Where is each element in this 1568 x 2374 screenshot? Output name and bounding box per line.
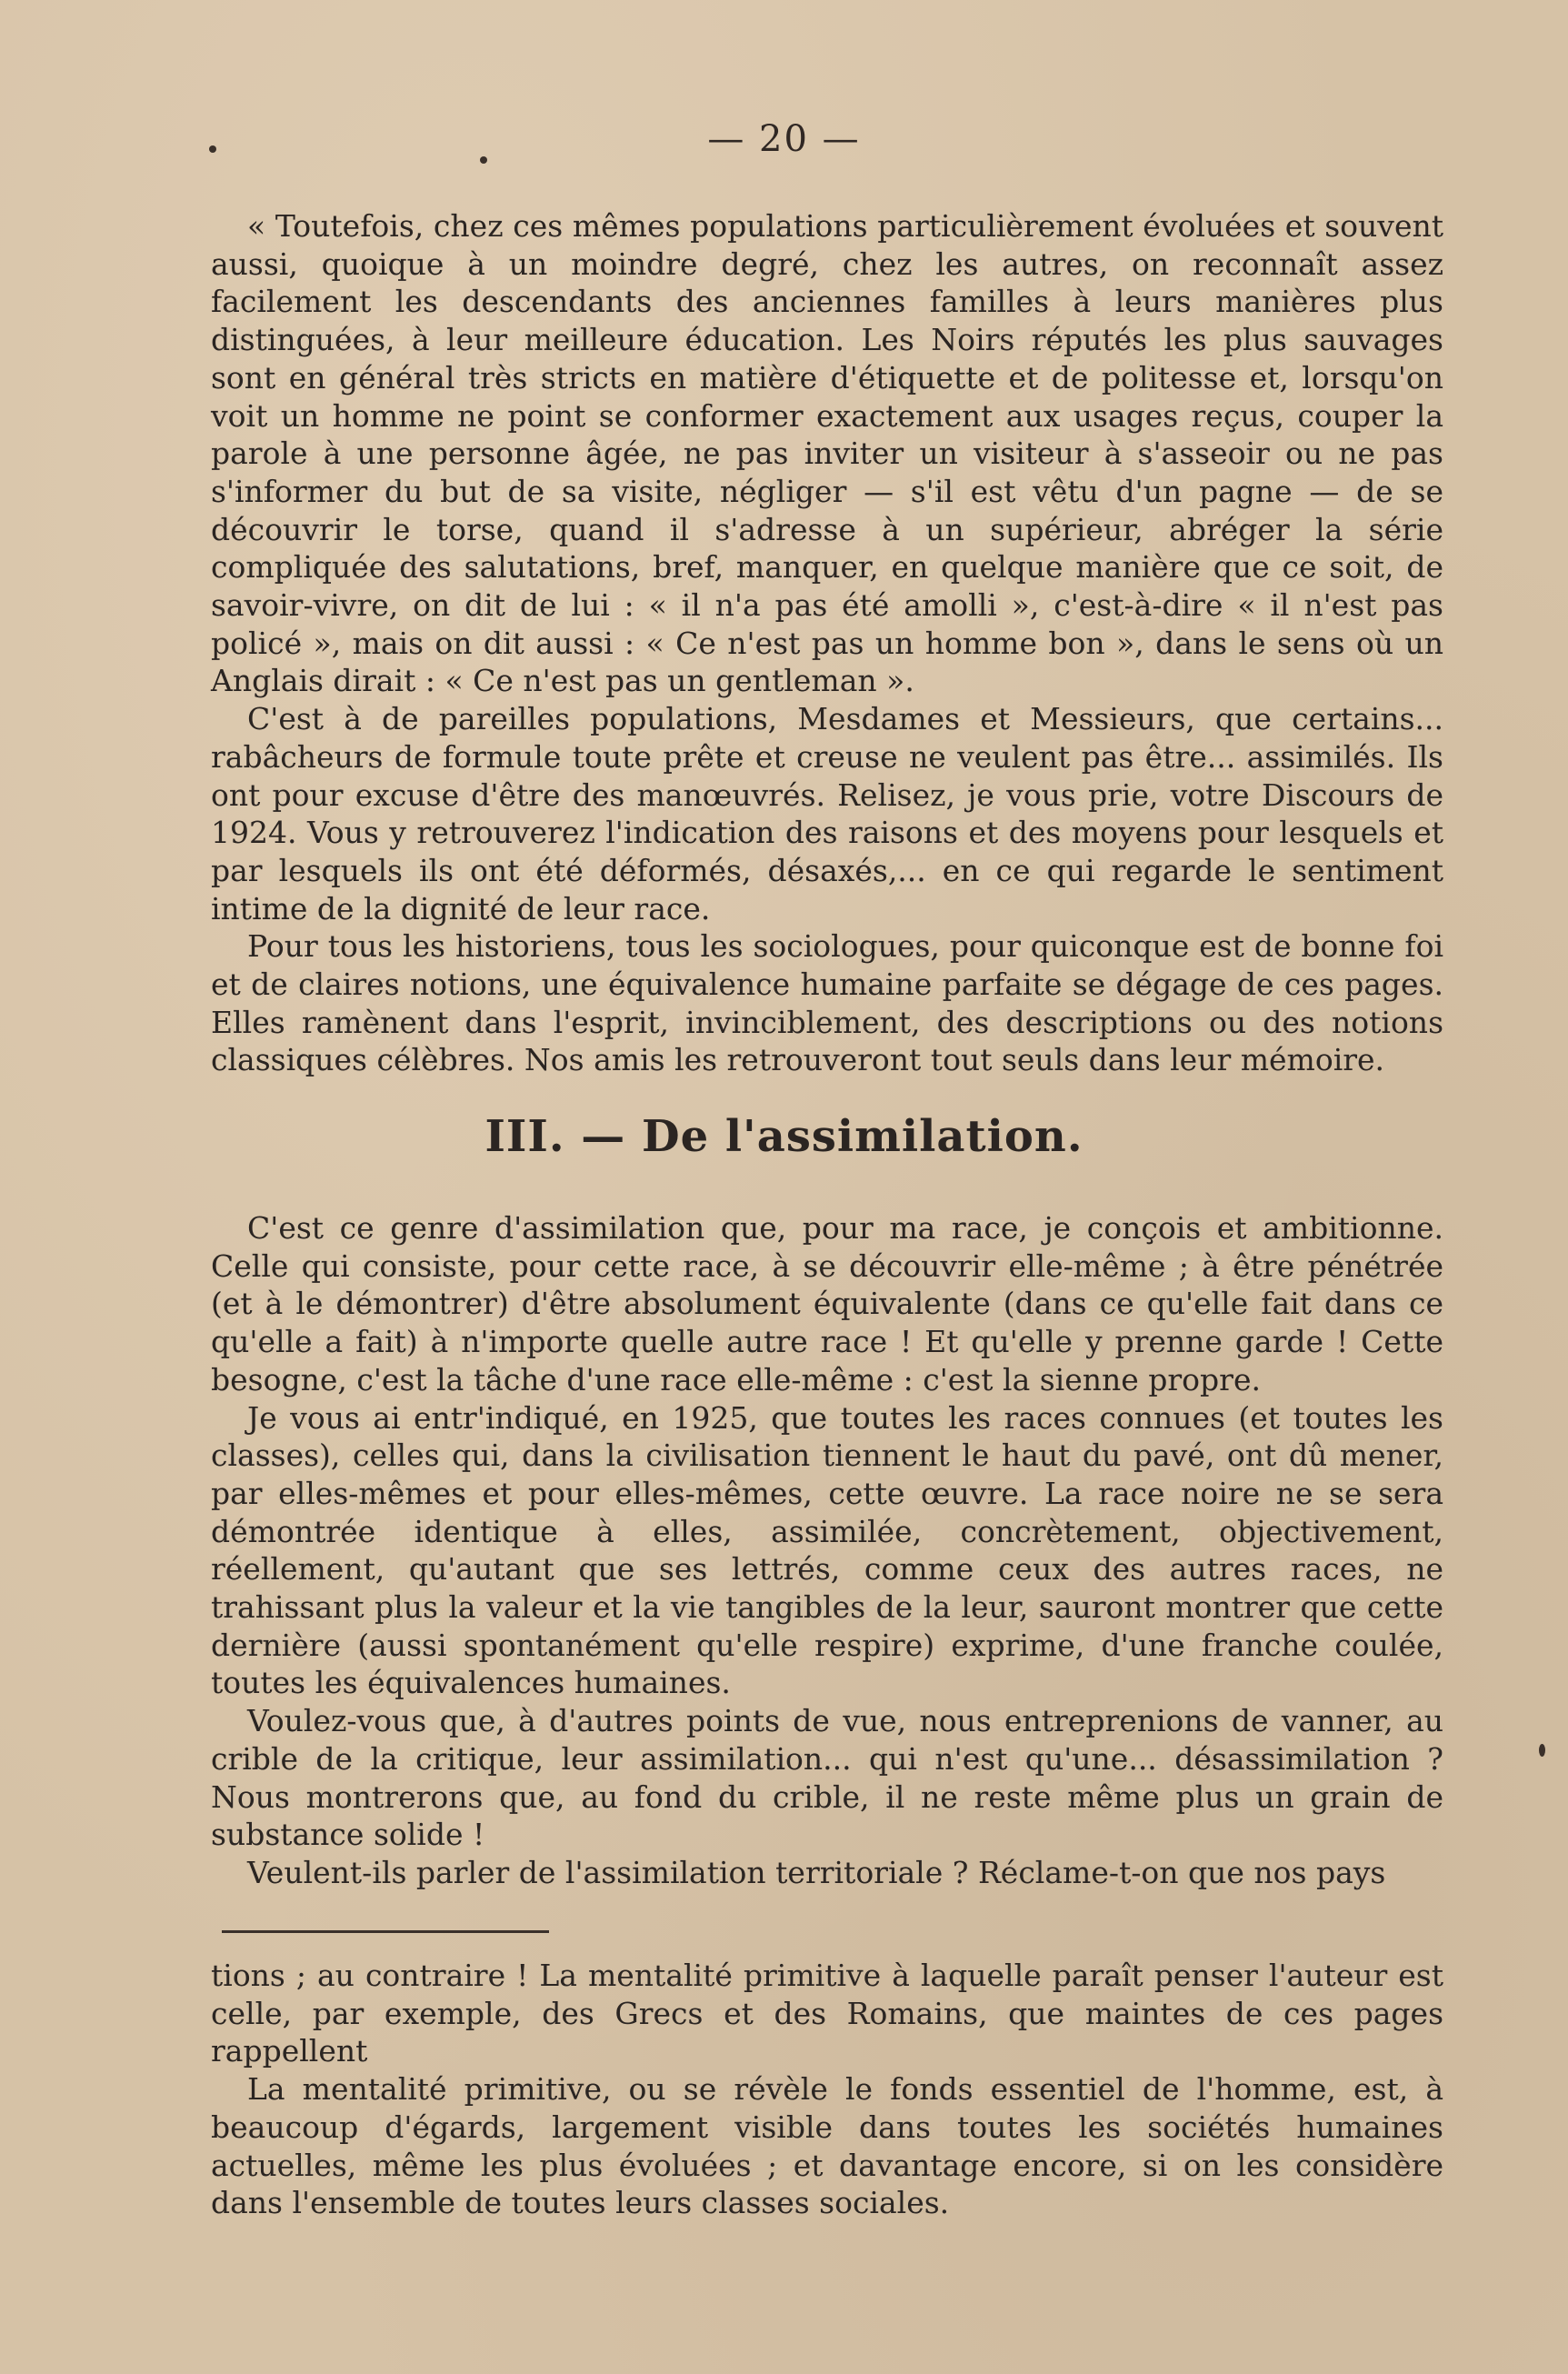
- ink-speck: [1539, 1744, 1545, 1757]
- footnote: [211, 1957, 1443, 2222]
- paragraph: « Toutefois, chez ces mêmes populations particulièrement évoluées et souvent aussi, quoique à un moindre degré, chez les autres, on reconnaît assez facilement les descendants des anciennes familles à leurs manières plus distinguées, à leur meilleure éducation. Les Noirs réputés les plus sauvages sont en général très stricts en matière d'étiquette et de politesse et, lorsqu'on voit un homme ne point se conformer exactement aux usages reçus, couper la parole à une personne âgée, ne pas inviter un visiteur à s'asseoir ou ne pas s'informer du but de sa visite, négliger — s'il est vêtu d'un pagne — de se découvrir le torse, quand il s'adresse à un supérieur, abréger la série compliquée des salutations, bref, manquer, en quelque manière que ce soit, de savoir-vivre, on dit de lui : « il n'a pas été amolli », c'est-à-dire « il n'est pas policé », mais on dit aussi : « Ce n'est pas un homme bon », dans le sens où un Anglais dirait : « Ce n'est pas un gentleman ».: [211, 208, 1443, 699]
- footnote-paragraph: La mentalité primitive, ou se révèle le fonds essentiel de l'homme, est, à beaucoup d'égards, largement visible dans toutes les sociétés humaines actuelles, même les plus évoluées ; et davantage encore, si on les considère dans l'ensemble de toutes leurs classes sociales.: [211, 2071, 1443, 2221]
- page-number: — 20 —: [707, 118, 861, 160]
- paragraph: C'est à de pareilles populations, Mesdames et Messieurs, que certains... rabâcheurs de formule toute prête et creuse ne veulent pas être... assimilés. Ils ont pour excuse d'être des manœuvrés. Relisez, je vous prie, votre Discours de 1924. Vous y retrouverez l'indication des raisons et des moyens pour lesquels et par lesquels ils ont été déformés, désaxés,... en ce qui regarde le sentiment intime de la dignité de leur race.: [211, 701, 1443, 927]
- footnote-rule: [222, 1930, 549, 1933]
- section-heading: III. — De l'assimilation.: [484, 1111, 1084, 1162]
- paragraph: C'est ce genre d'assimilation que, pour ma race, je conçois et ambitionne. Celle qui consiste, pour cette race, à se découvrir elle-même ; à être pénétrée (et à le démontrer) d'être absolument équivalente (dans ce qu'elle fait dans ce qu'elle a fait) à n'importe quelle autre race ! Et qu'elle y prenne garde ! Cette besogne, c'est la tâche d'une race elle-même : c'est la sienne propre.: [211, 1210, 1443, 1397]
- paragraph: Pour tous les historiens, tous les sociologues, pour quiconque est de bonne foi et de claires notions, une équivalence humaine parfaite se dégage de ces pages. Elles ramènent dans l'esprit, invinciblement, des descriptions ou des notions classiques célèbres. Nos amis les retrouveront tout seuls dans leur mémoire.: [211, 928, 1443, 1078]
- body-text-upper: [211, 207, 1443, 1079]
- paragraph: Voulez-vous que, à d'autres points de vue, nous entreprenions de vanner, au crible de la critique, leur assimilation... qui n'est qu'une... désassimilation ? Nous montrerons que, au fond du crible, il ne reste même plus un grain de substance solide !: [211, 1703, 1443, 1853]
- body-text-lower: [211, 1209, 1443, 1892]
- footnote-paragraph: tions ; au contraire ! La mentalité primitive à laquelle paraît penser l'auteur est celle, par exemple, des Grecs et des Romains, que maintes de ces pages rappellent: [211, 1958, 1443, 2069]
- paragraph: Veulent-ils parler de l'assimilation territoriale ? Réclame-t-on que nos pays: [247, 1854, 1386, 1890]
- ink-speck: [209, 145, 216, 153]
- paragraph: Je vous ai entr'indiqué, en 1925, que toutes les races connues (et toutes les classes), celles qui, dans la civilisation tiennent le haut du pavé, ont dû mener, par elles-mêmes et pour elles-mêmes, cette œuvre. La race noire ne se sera démontrée identique à elles, assimilée, concrètement, objectivement, réellement, qu'autant que ses lettrés, comme ceux des autres races, ne trahissant plus la valeur et la vie tangibles de la leur, sauront montrer que cette dernière (aussi spontanément qu'elle respire) exprime, d'une franche coulée, toutes les équivalences humaines.: [211, 1399, 1443, 1701]
- ink-speck: [480, 156, 487, 164]
